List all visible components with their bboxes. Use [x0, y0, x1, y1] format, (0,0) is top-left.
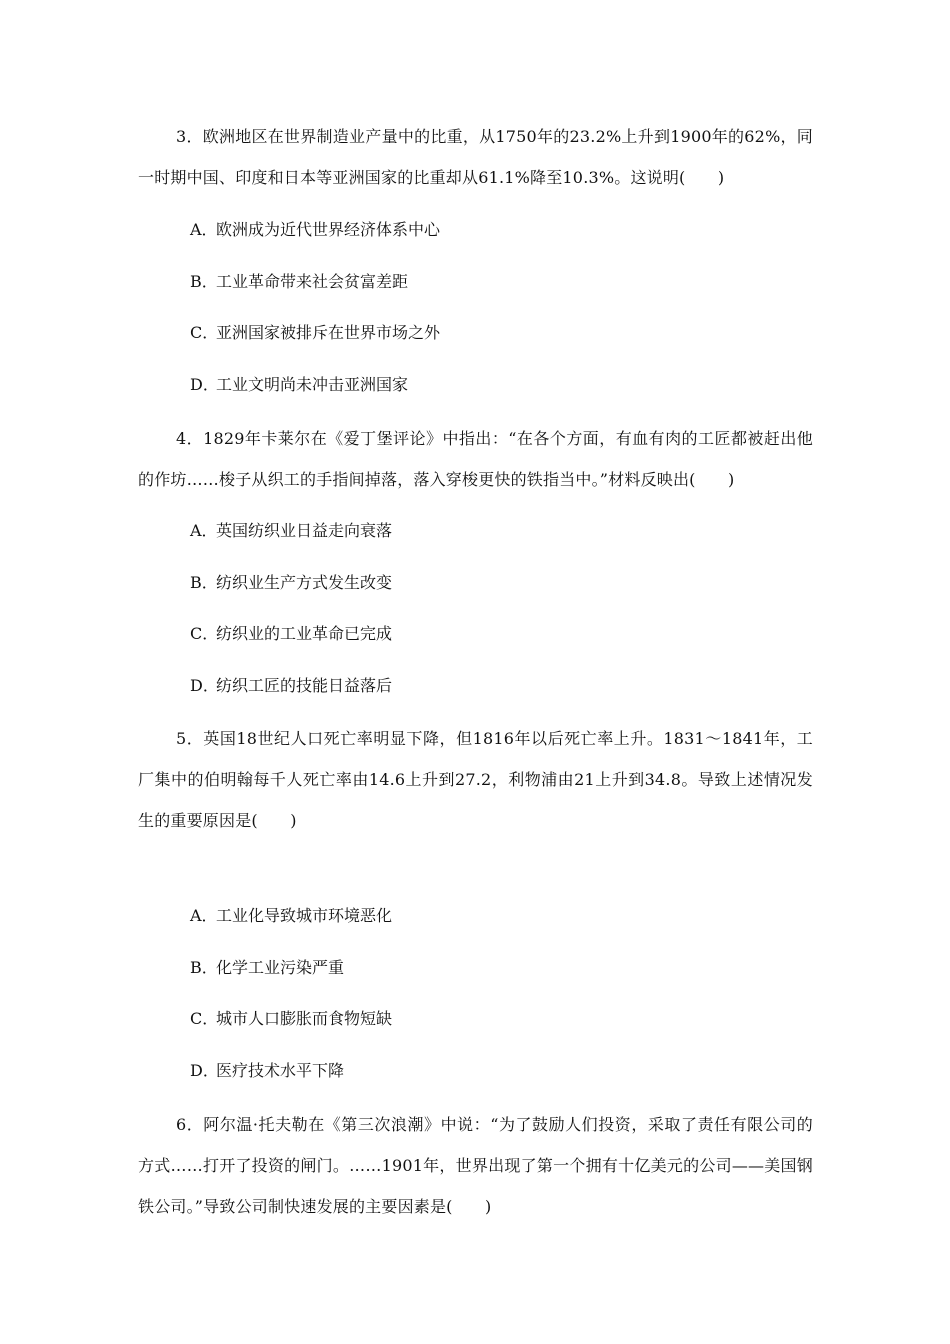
question-3-option-c [190, 322, 440, 344]
option-letter: B． [190, 573, 218, 592]
option-text: 纺织业的工业革命已完成 [216, 624, 393, 643]
option-text: 工业文明尚未冲击亚洲国家 [216, 375, 409, 394]
question-3-stem: 3．欧洲地区在世界制造业产量中的比重，从1750年的23.2%上升到1900年的62%，同一时期中国、印度和日本等亚洲国家的比重却从61.1%降至10.3%。这说明( ) [138, 127, 813, 187]
option-text: 化学工业污染严重 [216, 958, 345, 977]
option-text: 工业革命带来社会贫富差距 [216, 272, 409, 291]
option-letter: A． [190, 906, 218, 925]
question-5-option-b [190, 957, 344, 979]
option-letter: A． [190, 220, 218, 239]
question-4-stem: 4．1829年卡莱尔在《爱丁堡评论》中指出：“在各个方面，有血有肉的工匠都被赶出他的作坊……梭子从织工的手指间掉落，落入穿梭更快的铁指当中。”材料反映出( ) [138, 429, 813, 489]
option-letter: D． [190, 1061, 219, 1080]
option-text: 英国纺织业日益走向衰落 [216, 521, 393, 540]
question-5-stem: 5．英国18世纪人口死亡率明显下降，但1816年以后死亡率上升。1831～1841年，工厂集中的伯明翰每千人死亡率由14.6上升到27.2，利物浦由21上升到34.8。导致上述情况发生的重要原因是( ) [138, 729, 813, 830]
option-text: 欧洲成为近代世界经济体系中心 [216, 220, 441, 239]
question-4 [138, 418, 813, 500]
question-6 [138, 1104, 813, 1227]
question-3 [138, 116, 813, 198]
option-text: 工业化导致城市环境恶化 [216, 906, 393, 925]
question-3-option-b [190, 271, 408, 293]
question-3-option-a [190, 219, 440, 241]
question-5 [138, 718, 813, 841]
question-6-stem: 6．阿尔温·托夫勒在《第三次浪潮》中说：“为了鼓励人们投资，采取了责任有限公司的方式……打开了投资的闸门。……1901年，世界出现了第一个拥有十亿美元的公司——美国钢铁公司。”导致公司制快速发展的主要因素是( ) [138, 1115, 813, 1216]
question-5-option-a [190, 905, 392, 927]
question-4-option-b [190, 572, 392, 594]
option-letter: C． [190, 1009, 219, 1028]
option-text: 亚洲国家被排斥在世界市场之外 [216, 323, 441, 342]
question-4-option-d [190, 675, 392, 697]
question-5-option-d [190, 1060, 344, 1082]
question-4-option-c [190, 623, 392, 645]
option-letter: B． [190, 272, 218, 291]
option-text: 纺织工匠的技能日益落后 [216, 676, 393, 695]
question-4-option-a [190, 520, 392, 542]
option-letter: C． [190, 624, 219, 643]
option-letter: B． [190, 958, 218, 977]
option-text: 纺织业生产方式发生改变 [216, 573, 393, 592]
option-text: 城市人口膨胀而食物短缺 [216, 1009, 393, 1028]
option-letter: A． [190, 521, 218, 540]
option-letter: D． [190, 676, 219, 695]
question-3-option-d [190, 374, 408, 396]
option-text: 医疗技术水平下降 [216, 1061, 345, 1080]
option-letter: D． [190, 375, 219, 394]
option-letter: C． [190, 323, 219, 342]
question-5-option-c [190, 1008, 392, 1030]
